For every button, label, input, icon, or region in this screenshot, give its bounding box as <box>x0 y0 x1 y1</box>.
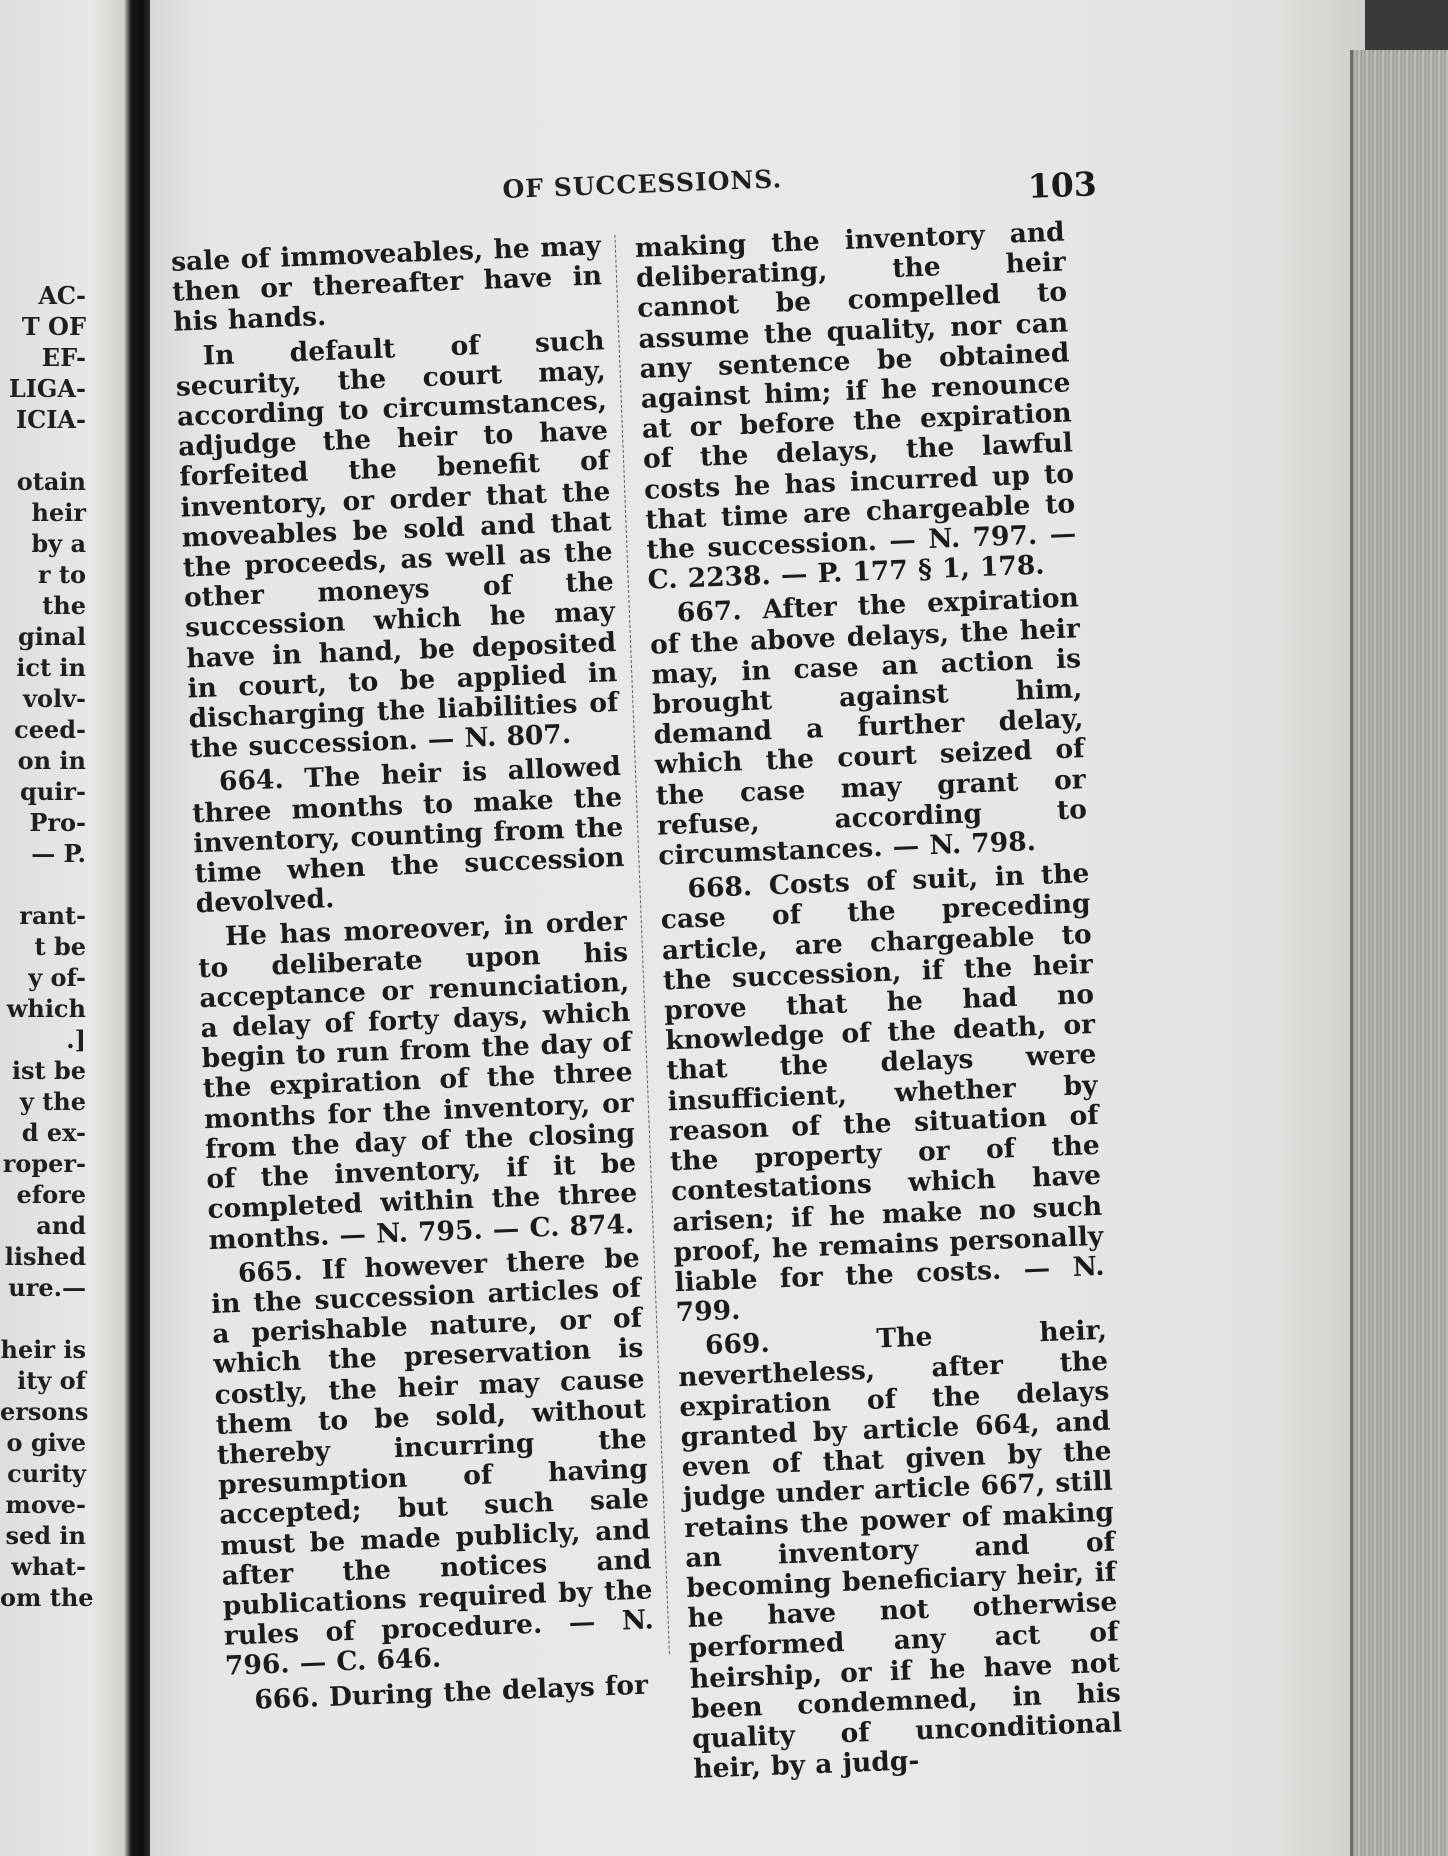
facing-page-line: y of- <box>28 963 86 992</box>
article-paragraph: In default of such security, the court may, according to circumstances, adjudge the heir to have forfeited the benefit of inventory, or order that the moveables be sold and that the proceeds, as well as the other moneys of the succession which he may have in hand, be deposited in court, to be applied in discharging the liabilities of the succession. — N. 807. <box>175 324 619 765</box>
facing-page-line: ersons <box>0 1397 89 1426</box>
article-paragraph: 667. After the expiration of the above delays, the heir may, in case an action is brought against him, demand a further delay, which the court seized of the case may grant or refuse, according to circumstances. — N. 798. <box>649 582 1088 872</box>
facing-page-line: r to <box>37 560 86 589</box>
facing-page-line: what- <box>11 1552 86 1581</box>
facing-page-line: volv- <box>23 684 86 713</box>
facing-page-line: t be <box>34 932 86 961</box>
facing-page-line: by a <box>31 529 86 558</box>
facing-page-line: heir <box>31 498 86 527</box>
right-column <box>634 218 1123 1790</box>
facing-page-line: which <box>6 994 86 1023</box>
facing-page-line: y the <box>19 1087 86 1116</box>
facing-page-line: heir is <box>0 1335 86 1364</box>
running-head: OF SUCCESSIONS. <box>502 164 783 205</box>
article-paragraph: 666. During the delays for <box>253 1669 649 1716</box>
article-paragraph: 665. If however there be in the succession articles of a perishable nature, or of which the preservation is costly, the heir may cause them to be sold, without thereby incurring the presumption of having accepted; but such sale must be made publicly, and after the notices and publications required by the rules of procedure. — N. 796. — C. 646. <box>210 1242 655 1683</box>
facing-page-line: Pro- <box>29 808 86 837</box>
facing-page-line: — P. <box>31 839 86 868</box>
facing-page-line: om the <box>0 1583 94 1612</box>
facing-page-line: quir- <box>20 777 86 806</box>
page-number: 103 <box>1027 164 1098 206</box>
facing-page-line: ure.— <box>8 1273 86 1302</box>
facing-page-line: d ex- <box>21 1118 86 1147</box>
article-paragraph: 669. The heir, nevertheless, after the expiration of the delays granted by article 664, and even of that given by the judge under article 667, still retains the power of making an inventory and of becoming beneficiary heir, if he have not otherwise performed any act of heirship, or if he have not been condemned, in his quality of unconditional heir, by a judg- <box>677 1315 1123 1786</box>
facing-page-line: LIGA- <box>8 374 86 403</box>
facing-page-line: .] <box>66 1025 86 1054</box>
facing-page-line: o give <box>6 1428 86 1457</box>
facing-page-line: lished <box>4 1242 86 1271</box>
article-paragraph: making the inventory and deliberating, the heir cannot be compelled to assume the quality, nor can any sentence be obtained against him; if he renounce at or before the expiration of the delays, the lawful costs he has incurred up to that time are chargeable to the succession. — N. 797. — C. 2238. — P. 177 § 1, 178. <box>634 216 1077 596</box>
article-paragraph: sale of immoveables, he may then or thereafter have in his hands. <box>170 230 603 339</box>
facing-page-line: ginal <box>17 622 86 651</box>
facing-page-line: and <box>36 1211 86 1240</box>
facing-page-line: ict in <box>16 653 86 682</box>
left-column <box>171 231 657 1720</box>
article-paragraph: 668. Costs of suit, in the case of the preceding article, are chargeable to the succession, if the heir prove that he had no knowledge of the death, or that the delays were insufficient, whether by reason of the situation of the property or of the contestations which have arisen; if he make no such proof, he remains personally liable for the costs. — N. 799. <box>660 858 1105 1329</box>
facing-page-line: EF- <box>41 343 86 372</box>
facing-page-line: ICIA- <box>15 405 86 434</box>
facing-page-line: efore <box>16 1180 86 1209</box>
facing-page-line: AC- <box>38 281 86 310</box>
facing-page-line: ity of <box>17 1366 86 1395</box>
facing-page-line: rant- <box>19 901 86 930</box>
facing-page-line: roper- <box>2 1149 86 1178</box>
facing-page-line: otain <box>16 467 86 496</box>
facing-page-line: T OF <box>21 312 86 341</box>
facing-page-line: curity <box>7 1459 86 1488</box>
facing-page-line: the <box>42 591 86 620</box>
article-paragraph: He has moreover, in order to deliberate upon his acceptance or renunciation, a delay of forty days, which begin to run from the day of the expiration of the three months for the inventory, or from the day of the closing of the inventory, if it be completed within the three months. — N. 795. — C. 874. <box>197 906 638 1256</box>
facing-page-line: move- <box>5 1490 86 1519</box>
article-paragraph: 664. The heir is allowed three months to make the inventory, counting from the time when the succession devolved. <box>191 751 625 920</box>
facing-page-line: ist be <box>11 1056 86 1085</box>
facing-page-line: on in <box>17 746 86 775</box>
facing-page-line: sed in <box>5 1521 86 1550</box>
facing-page-line: ceed- <box>14 715 86 744</box>
